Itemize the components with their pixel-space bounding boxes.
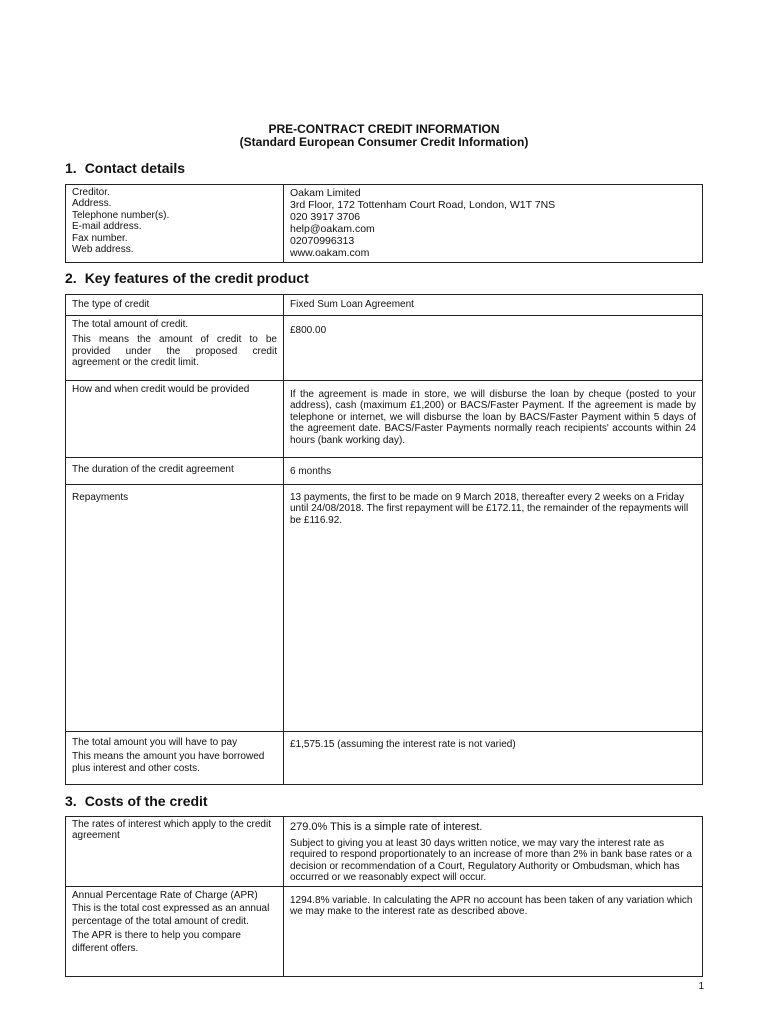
contact-details-table <box>65 184 703 263</box>
contact-values-cell <box>284 185 703 263</box>
label-creditor: Creditor. <box>72 187 110 198</box>
row-label: The duration of the credit agreement <box>72 464 234 475</box>
section-title: Contact details <box>84 160 186 176</box>
row-label: The type of credit <box>72 299 150 310</box>
document-subtitle: (Standard European Consumer Credit Information) <box>239 135 529 149</box>
section-heading-costs <box>65 793 208 809</box>
label-email: E-mail address. <box>72 221 142 233</box>
row-value: £800.00 <box>290 325 327 336</box>
row-value: If the agreement is made in store, we will disburse the loan by cheque (posted to your address), cash (maximum £1,200) or BACS/Faster Payment. If the agreement is made by telephone or internet, we will disburse the loan by BACS/Faster Payment within 5 days of the agreement date. BACS/Faster Payments normally reach recipients' accounts within 24 hours (bank working day). <box>290 389 696 446</box>
section-number: 1. <box>65 160 77 176</box>
label-address: Address. <box>72 198 112 210</box>
table-row <box>66 886 703 976</box>
row-value: 6 months <box>290 466 332 477</box>
row-label-note: This means the amount you have borrowed plus interest and other costs. <box>72 751 265 774</box>
value-email: help@oakam.com <box>290 223 375 235</box>
row-label-note: This is the total cost expressed as an annual percentage of the total amount of credit. <box>72 903 270 927</box>
table-row <box>66 732 703 785</box>
interest-rate-value: 279.0% This is a simple rate of interest. <box>290 821 483 833</box>
value-creditor: Oakam Limited <box>290 187 361 199</box>
section-title: Costs of the credit <box>84 793 208 809</box>
section-heading-contact-details <box>65 160 185 176</box>
section-number: 3. <box>65 793 77 809</box>
row-label: The total amount you will have to pay <box>72 737 238 748</box>
label-fax: Fax number. <box>72 232 128 244</box>
row-label: How and when credit would be provided <box>72 384 250 395</box>
contact-labels-cell <box>66 185 284 263</box>
table-row <box>66 817 703 887</box>
table-row <box>66 295 703 316</box>
apr-value: 1294.8% variable. In calculating the APR no account has been taken of any variation which we may make to the interest rate as described above. <box>290 894 693 918</box>
table-row <box>66 458 703 485</box>
row-label-note-2: The APR is there to help you compare different offers. <box>72 930 241 954</box>
section-heading-key-features <box>65 270 309 286</box>
value-telephone: 020 3917 3706 <box>290 211 361 223</box>
costs-table <box>65 816 703 977</box>
section-title: Key features of the credit product <box>84 270 309 286</box>
section-number: 2. <box>65 270 77 286</box>
document-title: PRE-CONTRACT CREDIT INFORMATION <box>268 122 500 136</box>
table-row <box>66 381 703 458</box>
value-fax: 02070996313 <box>290 235 355 247</box>
row-value: 13 payments, the first to be made on 9 March 2018, thereafter every 2 weeks on a Friday until 24/08/2018. The first repayment will be £172.11, the remainder of the repayments will be £116.92. <box>290 492 689 526</box>
label-web: Web address. <box>72 244 134 256</box>
value-address: 3rd Floor, 172 Tottenham Court Road, London, W1T 7NS <box>290 199 556 211</box>
row-label-note: This means the amount of credit to be provided under the proposed credit agreement or the credit limit. <box>72 334 277 369</box>
page-number: 1 <box>698 981 704 992</box>
row-value: £1,575.15 (assuming the interest rate is not varied) <box>290 739 516 750</box>
table-row <box>66 316 703 381</box>
label-telephone: Telephone number(s). <box>72 209 170 221</box>
value-web: www.oakam.com <box>290 247 370 259</box>
interest-rate-note: Subject to giving you at least 30 days written notice, we may vary the interest rate as required to respond proportionately to an increase of more than 2% in bank base rates or a decision or recommendation of a Court, Regulatory Authority or Ombudsman, which has occurred or we reasonably expect will occur. <box>290 838 692 884</box>
row-label: Annual Percentage Rate of Charge (APR) <box>72 889 258 901</box>
key-features-table <box>65 294 703 785</box>
row-label: Repayments <box>72 492 129 503</box>
row-value: Fixed Sum Loan Agreement <box>290 299 414 310</box>
table-row <box>66 485 703 732</box>
row-label: The rates of interest which apply to the credit agreement <box>72 819 271 842</box>
row-label: The total amount of credit. <box>72 319 189 330</box>
